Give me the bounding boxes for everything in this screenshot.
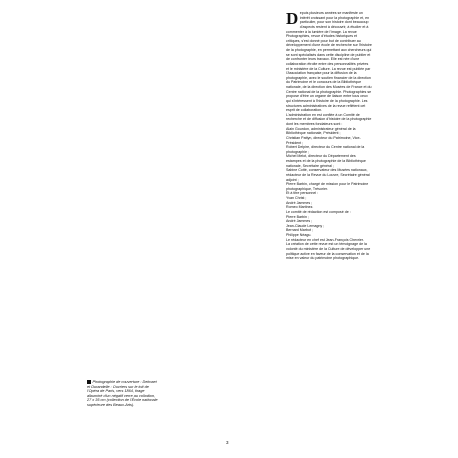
- member-line: Pierre Barbin, chargé de mission pour le Patrimoine photographique, Trésorier.: [286, 182, 369, 191]
- member-line: Christian Pattyn, directeur du Patrimoine, Vice-Président ;: [286, 135, 361, 145]
- intro-paragraph: [286, 8, 372, 113]
- committee-intro: Le comité de rédaction est composé de :: [286, 209, 351, 214]
- cover-caption: [87, 380, 159, 407]
- article-column: [286, 8, 372, 261]
- page-number: 3: [226, 440, 229, 445]
- committee-line: Bernard Marbot ;: [286, 228, 313, 233]
- editor-line: Le rédacteur en chef est Jean-François Chevrier.: [286, 237, 364, 242]
- committee-line: Pierre Barbin ;: [286, 214, 309, 219]
- caption-text: Photographie de couverture : Delmaet et Durandelle : Ouvriers sur le toit de l'Opéra de Paris, vers 1864, tirage albuminé d'un négatif verre au collodion, 27 x 35 cm (collection de l'École nationale supérieure des Beaux-Arts).: [87, 380, 158, 407]
- drop-cap: D: [286, 8, 299, 28]
- staff-intro: Et à titre personnel :: [286, 191, 319, 196]
- member-line: Robert Delpire, directeur du Centre national de la photographie ;: [286, 145, 365, 154]
- square-bullet-icon: [87, 380, 91, 384]
- committee-line: Philippe Néagu.: [286, 233, 312, 237]
- staff-line: Yvan Christ ;: [286, 196, 307, 200]
- committee-line: André Jammes ;: [286, 219, 313, 224]
- member-line: Michel Melot, directeur du Département des estampes et de la photographie de la Bibliothèque nationale, Secrétaire général ;: [286, 154, 366, 168]
- member-line: Sabine Cotté, conservateur des Musées nationaux, rédacteur de la Revue du Louvre, Secrétaire général adjoint ;: [286, 168, 370, 182]
- committee-line: Jean-Claude Lemagny ;: [286, 223, 325, 228]
- intro-text: epuis plusieurs années se manifeste un intérêt croissant pour la photographie et, en particulier, pour son histoire dont beaucoup d'aspects restent à découvrir, à étudier et à commenter à la lumière de l'image. La revue Photographies, revue d'études historiques et critiques, s'est donné pour but de contribuer au développement d'une école de recherche sur l'histoire de la photographie, en permettant aux chercheurs qui se sont spécialisés dans cette discipline de publier et de confronter leurs travaux. Elle est née d'une collaboration étroite entre des personnalités privées et le ministère de la Culture. La revue est publiée par l'Association française pour la diffusion de la photographie, avec le soutien financier de la direction du Patrimoine et le concours de la Bibliothèque nationale, de la direction des Musées de France et du Centre national de la photographie. Photographies se propose d'être un organe de liaison entre tous ceux qui s'intéressent à l'histoire de la photographie. Les structures administratives de la revue reflètent cet esprit de collaboration.: [286, 11, 372, 113]
- member-line: Alain Gourdon, administrateur général de la Bibliothèque nationale, Président ;: [286, 126, 356, 136]
- staff-line: André Jammes ;: [286, 200, 313, 205]
- staff-line: Romeo Martinez.: [286, 205, 314, 210]
- admin-paragraph: L'administration en est confiée à un Comité de recherche et de diffusion d'histoire de la photographie dont les membres fondateurs sont :: [286, 112, 372, 126]
- closing-paragraph: La création de cette revue est un témoignage de la volonté du ministère de la Culture de développer une politique active en faveur de la conservation et de la mise en valeur du patrimoine photographique.: [286, 242, 371, 261]
